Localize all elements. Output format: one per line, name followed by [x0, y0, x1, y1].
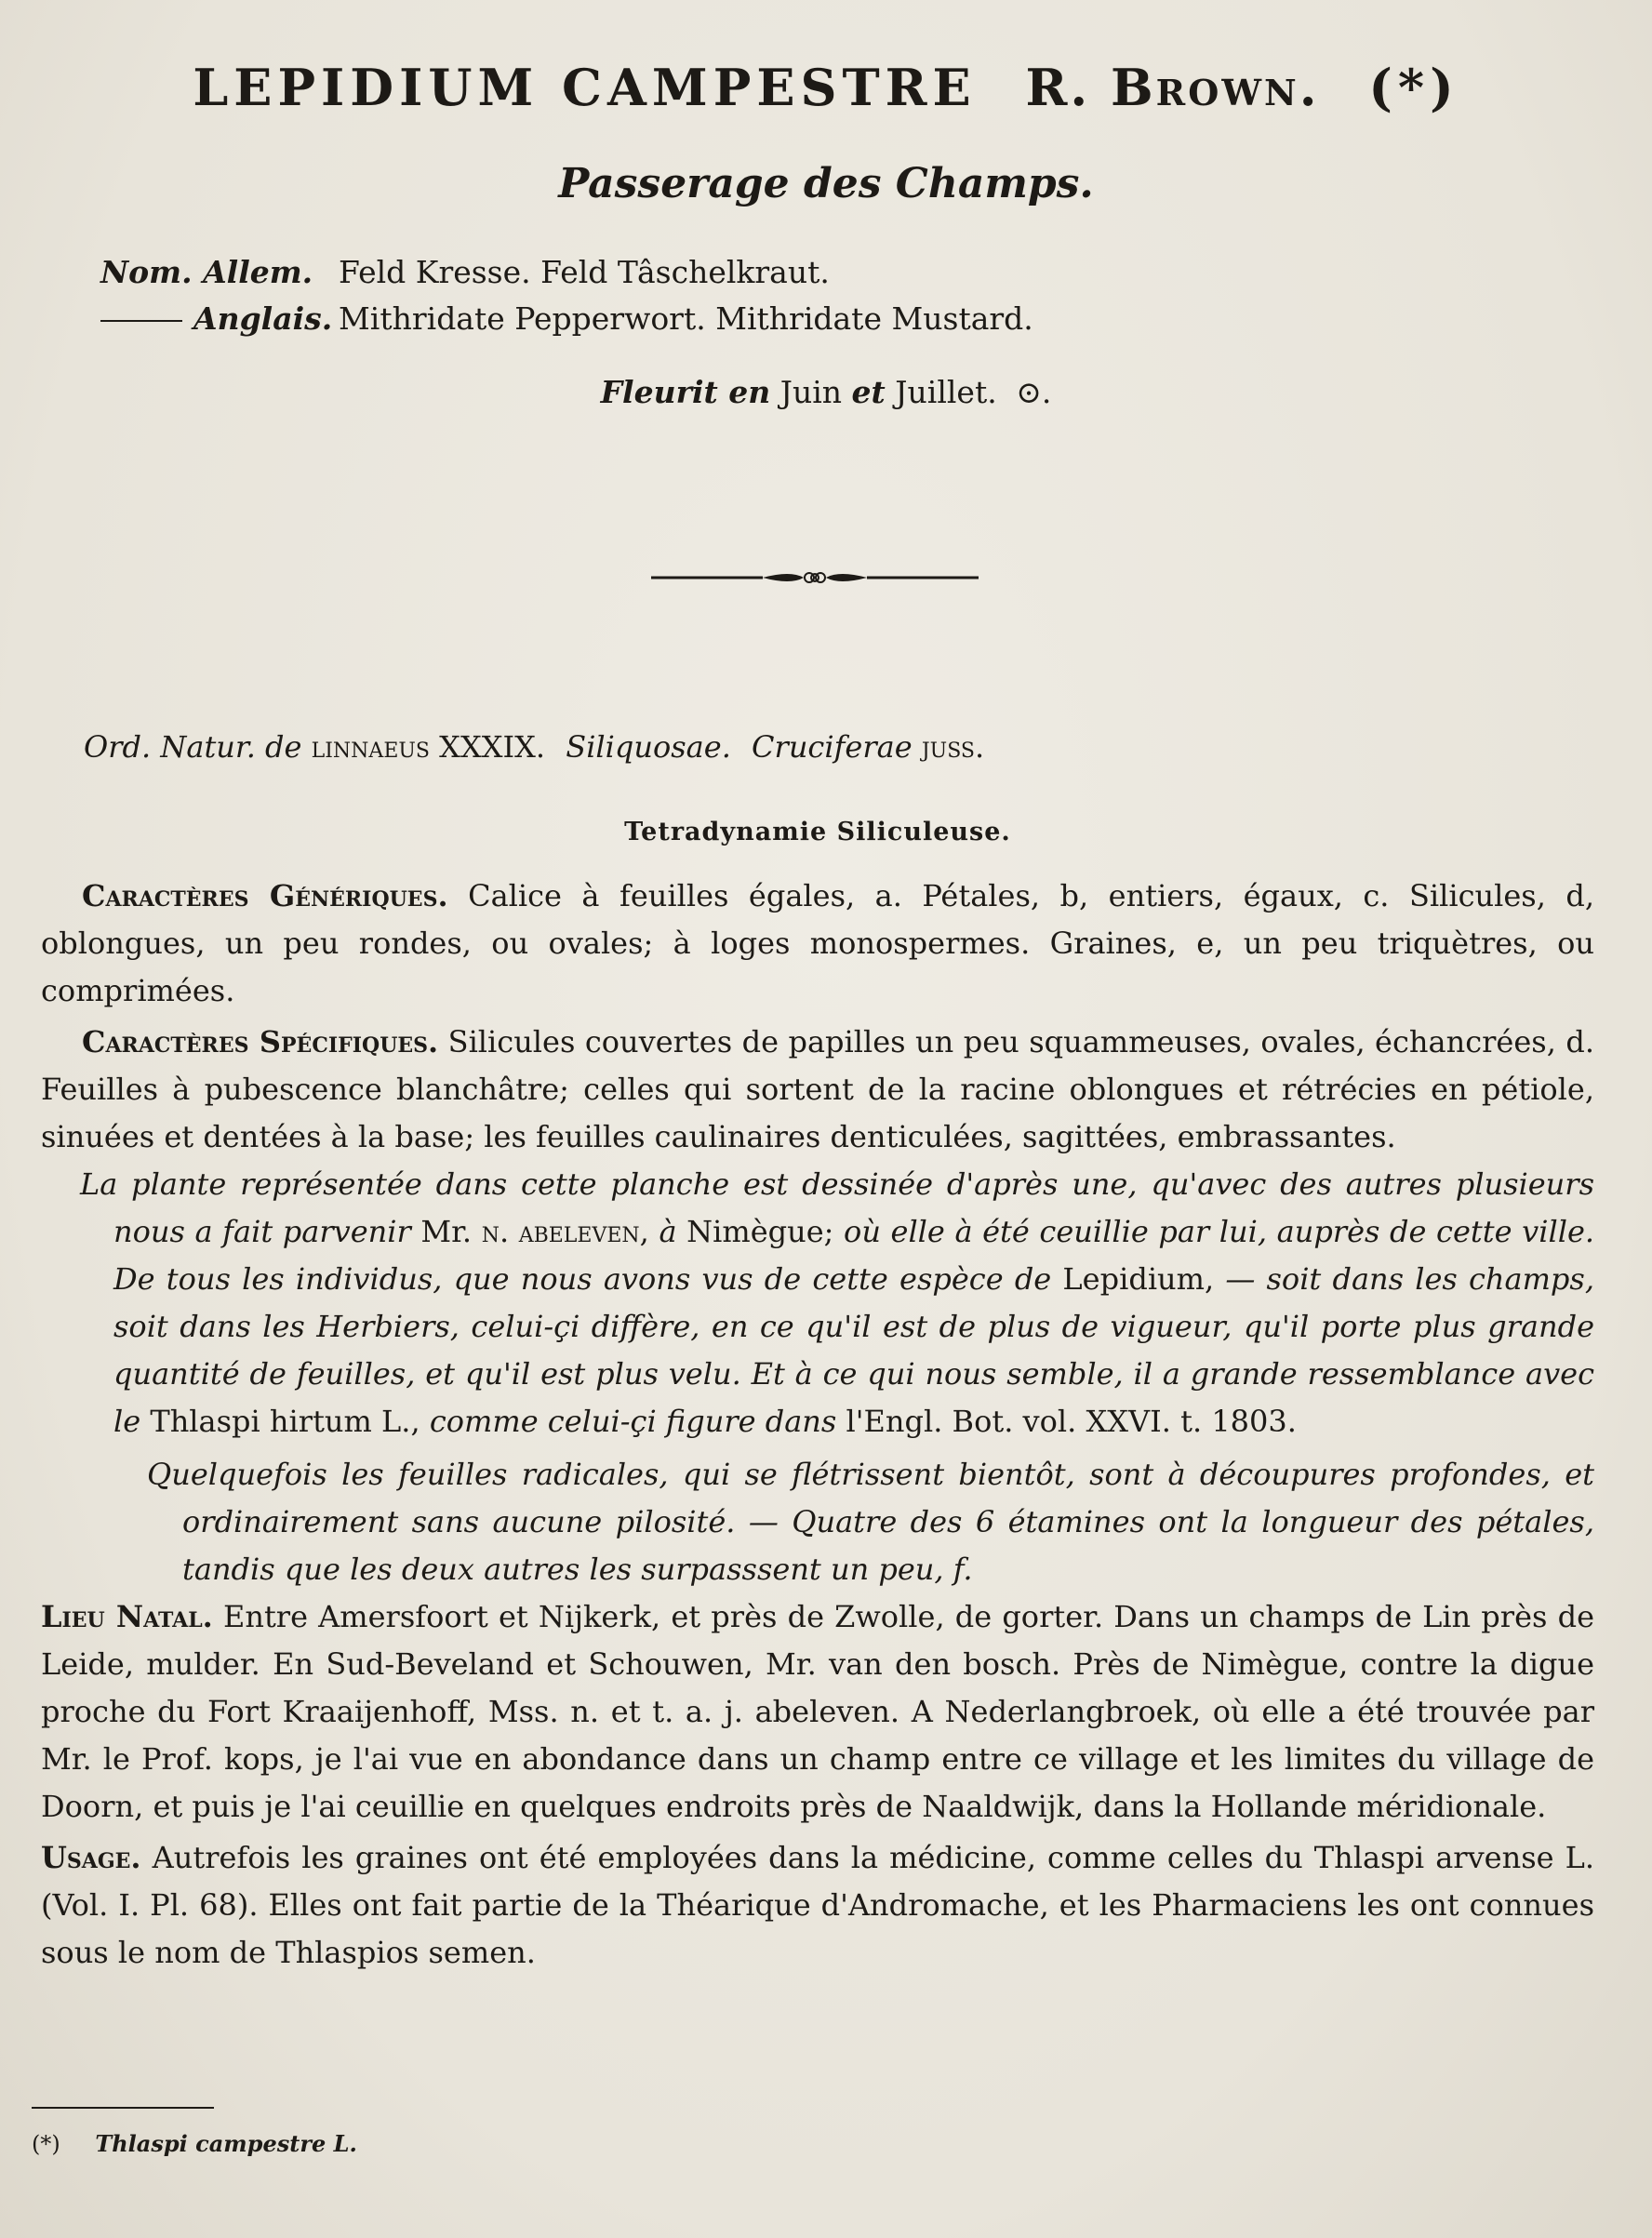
- usage-text: Autrefois les graines ont été employées dans la médicine, comme celles du Thlaspi arvense L. (Vol. I. Pl. 68). Elles ont fait partie de la Théarique d'Andromache, et les Pharmaciens les ont connues sous le nom de Thlaspios semen.: [41, 1840, 1595, 1970]
- flowering-et: et: [851, 374, 886, 410]
- plate-note-f: où elle à été ceuillie par lui, auprès de cette ville. De tous les individus, que nous avons vus de cette espèce de: [113, 1214, 1595, 1297]
- specific-lead: Caractères Spécifiques.: [82, 1024, 439, 1059]
- page-title: [0, 58, 1652, 117]
- names-value-english: Mithridate Pepperwort. Mithridate Mustard.: [339, 300, 1033, 337]
- variation-note: Quelquefois les feuilles radicales, qui se flétrissent bientôt, sont à découpures profondes, et ordinairement sans aucune pilosité. — Quatre des 6 étamines ont la longueur des pétales, tandis que les deux autres les surpasssent un peu, f.: [147, 1457, 1594, 1587]
- plate-note-i: Thlaspi hirtum L.,: [150, 1404, 420, 1439]
- footnote-text: Thlaspi campestre L.: [95, 2130, 357, 2157]
- page-subtitle: Passerage des Champs.: [558, 160, 1094, 207]
- plate-note-h: — soit dans les champs, soit dans les Herbiers, celui-çi diffère, en ce qu'il est de plus de vigueur, qu'il porte plus grande quantité de feuilles, et qu'il est plus velu. Et à ce qui nous semble, il a grande ressemblance avec le: [113, 1261, 1595, 1439]
- order-cruciferae: Cruciferae: [752, 729, 913, 765]
- order-juss: juss.: [921, 729, 985, 765]
- plate-note-b: Mr.: [420, 1214, 473, 1249]
- annual-symbol-icon: ⊙.: [1016, 374, 1052, 410]
- generic-characters: [41, 873, 1594, 1015]
- class-heading: Tetradynamie Siliculeuse.: [624, 818, 1011, 846]
- plate-note-c: n. abeleven,: [481, 1214, 649, 1249]
- flowering-prefix: Fleurit en: [600, 374, 771, 410]
- habitat-text: Entre Amersfoort et Nijkerk, et près de Zwolle, de gorter. Dans un champs de Lin près de Leide, mulder. En Sud-Beveland et Schouwen, Mr. van den bosch. Près de Nimègue, contre la digue proche du Fort Kraaijenhoff, Mss. n. et t. a. j. abeleven. A Nederlangbroek, où elle a été trouvée par Mr. le Prof. kops, je l'ai vue en abondance dans un champ entre ce village et les limites du village de Doorn, et puis je l'ai ceuillie en quelques endroits près de Naaldwijk, dans la Hollande méridionale.: [41, 1599, 1595, 1824]
- natural-order-line: [41, 724, 1594, 771]
- title-author: R. Brown.: [1025, 58, 1320, 117]
- footnote-rule: [32, 2107, 214, 2109]
- title-note-mark: (*): [1368, 58, 1459, 117]
- habitat-lead: Lieu Natal.: [41, 1599, 213, 1634]
- usage-lead: Usage.: [41, 1840, 141, 1875]
- names-value-german: Feld Kresse. Feld Tâschelkraut.: [339, 254, 830, 290]
- generic-text: Calice à feuilles égales, a. Pétales, b, entiers, égaux, c. Silicules, d, oblongues, un peu rondes, ou ovales; à loges monospermes. Graines, e, un peu triquètres, ou comprimées.: [41, 878, 1594, 1008]
- specific-text: Silicules couvertes de papilles un peu squammeuses, ovales, échancrées, d. Feuilles à pubescence blanchâtre; celles qui sortent de la racine oblongues et rétrécies en pétiole, sinuées et dentées à la base; les feuilles caulinaires denticulées, sagittées, embrassantes.: [41, 1024, 1595, 1154]
- ornament-divider: [651, 564, 979, 592]
- dash-rule: [100, 320, 182, 322]
- order-siliquosae: Siliquosae.: [566, 729, 731, 765]
- order-linnaeus: linnaeus: [311, 729, 430, 765]
- names-row-german: [100, 249, 1033, 296]
- specific-characters: [41, 1019, 1594, 1161]
- generic-lead: Caractères Génériques.: [82, 878, 448, 913]
- footnote-mark: (*): [32, 2131, 60, 2157]
- names-label-german: Nom. Allem.: [100, 254, 313, 290]
- main-text: [41, 724, 1594, 1977]
- flowering-line: [0, 374, 1652, 410]
- plate-note-j: comme celui-çi figure dans: [429, 1404, 837, 1439]
- flowering-month1: Juin: [779, 374, 843, 410]
- flowering-month2: Juillet.: [895, 374, 997, 410]
- plate-note-k: l'Engl. Bot. vol. XXVI. t. 1803.: [846, 1404, 1297, 1439]
- habitat: [41, 1593, 1594, 1831]
- plate-note-a: La plante représentée dans cette planche est dessinée d'après une, qu'avec des autres plusieurs nous a fait parvenir: [80, 1166, 1594, 1249]
- order-prefix: Ord. Natur. de: [84, 729, 302, 765]
- names-label-english: Anglais.: [193, 300, 333, 337]
- plate-note: [41, 1161, 1594, 1445]
- footnote: [32, 2130, 357, 2157]
- vernacular-names: [100, 249, 1033, 342]
- usage: [41, 1834, 1594, 1977]
- title-genus: LEPIDIUM CAMPESTRE: [193, 58, 977, 117]
- names-row-english: [100, 296, 1033, 342]
- order-number: XXXIX.: [439, 729, 546, 765]
- plate-note-d: à: [659, 1214, 677, 1249]
- plate-note-e: Nimègue;: [686, 1214, 834, 1249]
- plate-note-g: Lepidium,: [1062, 1261, 1215, 1297]
